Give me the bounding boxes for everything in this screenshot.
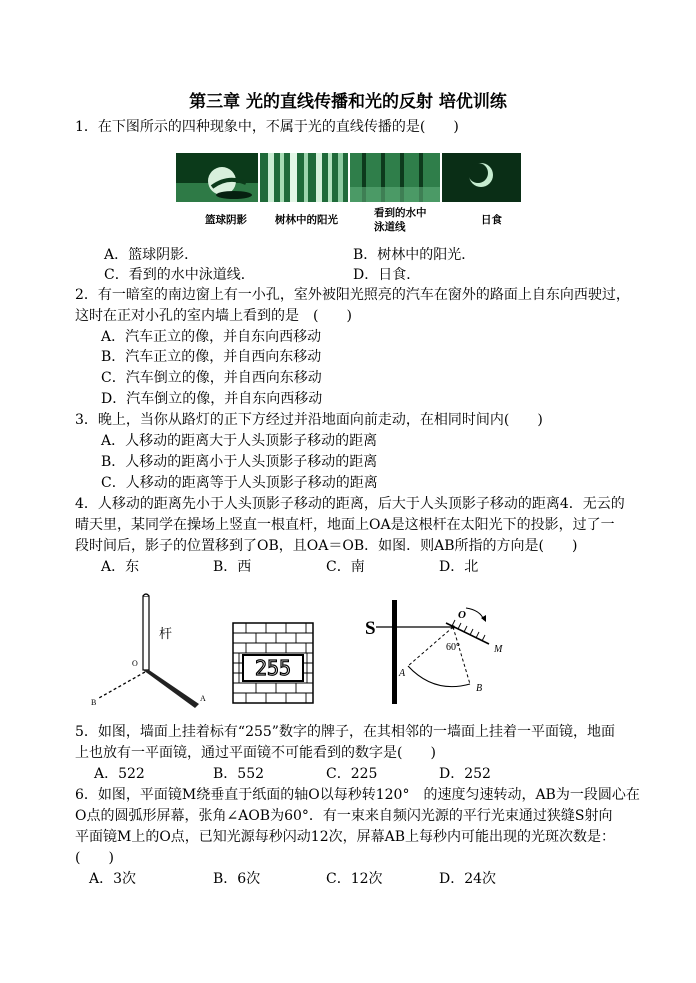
q4-option-a: A．东 xyxy=(101,559,140,575)
q3-option-b: B．人移动的距离小于人头顶影子移动的距离 xyxy=(101,454,378,470)
q2-stem-line1: 2．有一暗室的南边窗上有一小孔，室外被阳光照亮的汽车在窗外的路面上自东向西驶过， xyxy=(75,287,630,303)
q2-option-a: A．汽车正立的像，并自东向西移动 xyxy=(101,329,322,345)
q5-option-c: C．225 xyxy=(326,766,378,782)
q5-option-d: D．252 xyxy=(439,766,491,782)
q1-photo-strip xyxy=(176,153,521,202)
rod-shape xyxy=(143,596,149,670)
q6-option-a: A．3次 xyxy=(89,871,137,887)
q4-line2: 晴天里，某同学在操场上竖直一根直杆，地面上OA是这根杆在太阳光下的投影，过了一 xyxy=(75,517,615,533)
q6-option-b: B．6次 xyxy=(213,871,261,887)
rotating-mirror-figure xyxy=(362,598,522,708)
point-b-label: B xyxy=(476,683,483,694)
point-b-label: B xyxy=(91,698,97,707)
q6-line2: O点的圆弧形屏幕，张角∠AOB为60°．有一束来自频闪光源的平行光束通过狭缝S射向 xyxy=(75,808,613,824)
q6-option-d: D．24次 xyxy=(439,871,497,887)
shadow-ob xyxy=(99,672,145,698)
radius-ob xyxy=(453,627,470,684)
caption-pool-1: 看到的水中 xyxy=(374,207,427,219)
arc-screen-ab xyxy=(408,666,470,687)
q2-stem-line2: 这时在正对小孔的室内墙上看到的是 ( ) xyxy=(75,308,352,324)
q1-stem: 1．在下图所示的四种现象中，不属于光的直线传播的是( ) xyxy=(75,119,459,135)
q4-option-b: B．西 xyxy=(213,559,252,575)
q5-option-b: B．552 xyxy=(213,766,265,782)
q4-line1: 4．人移动的距离先小于人头顶影子移动的距离，后大于人头顶影子移动的距离4．无云的 xyxy=(75,496,625,512)
slit-barrier xyxy=(392,600,397,704)
caption-basketball: 篮球阴影 xyxy=(205,214,247,226)
q1-option-c: C．看到的水中泳道线． xyxy=(104,267,255,283)
rod-shadow-figure xyxy=(85,588,220,713)
caption-forest: 树林中的阳光 xyxy=(275,214,338,226)
rod-label: 杆 xyxy=(159,626,173,641)
q4-option-d: D．北 xyxy=(439,559,479,575)
angle-label: 60° xyxy=(446,642,460,653)
solar-eclipse-photo xyxy=(442,153,521,202)
q4-option-c: C．南 xyxy=(326,559,365,575)
q3-option-c: C．人移动的距离等于人头顶影子移动的距离 xyxy=(101,475,378,491)
q2-option-d: D．汽车倒立的像，并自东向西移动 xyxy=(101,391,323,407)
q1-option-b: B．树林中的阳光． xyxy=(353,247,476,263)
q5-line2: 上也放有一平面镜，通过平面镜不可能看到的数字是( ) xyxy=(75,745,436,761)
q1-option-d: D．日食． xyxy=(353,267,421,283)
brick-wall-figure xyxy=(232,622,314,704)
q5-line1: 5．如图，墙面上挂着标有“255”数字的牌子，在其相邻的一墙面上挂着一平面镜，地面 xyxy=(75,724,615,740)
q6-line4: ( ) xyxy=(75,850,114,866)
q6-line3: 平面镜M上的O点，已知光源每秒闪动12次，屏幕AB上每秒内可能出现的光斑次数是： xyxy=(75,829,616,845)
point-o-label: O xyxy=(458,609,466,621)
q6-option-c: C．12次 xyxy=(326,871,383,887)
q5-option-a: A．522 xyxy=(94,766,145,782)
q2-option-c: C．汽车倒立的像，并自西向东移动 xyxy=(101,370,322,386)
q1-option-a: A．篮球阴影． xyxy=(104,247,199,263)
q2-option-b: B．汽车正立的像，并自西向东移动 xyxy=(101,349,322,365)
q4-line3: 段时间后，影子的位置移到了OB，且OA＝OB．如图．则AB所指的方向是( ) xyxy=(75,538,578,554)
q3-stem: 3．晚上，当你从路灯的正下方经过并沿地面向前走动，在相同时间内( ) xyxy=(75,412,543,428)
point-a-label: A xyxy=(399,668,406,679)
basketball-shadow-photo xyxy=(176,153,258,202)
sign-number: 255 xyxy=(254,656,292,680)
caption-pool-2: 泳道线 xyxy=(374,221,406,233)
pool-lanes-photo xyxy=(350,153,440,202)
page-title: 第三章 光的直线传播和光的反射 培优训练 xyxy=(189,92,507,112)
point-o-label: O xyxy=(132,659,138,668)
forest-sunlight-photo xyxy=(260,153,348,202)
shadow-oa xyxy=(143,670,199,708)
mirror-m-label: M xyxy=(494,644,503,655)
slit-s-label: S xyxy=(365,618,376,639)
point-a-label: A xyxy=(200,694,206,703)
caption-eclipse: 日食 xyxy=(481,214,502,226)
q3-option-a: A．人移动的距离大于人头顶影子移动的距离 xyxy=(101,433,378,449)
q6-line1: 6．如图，平面镜M绕垂直于纸面的轴O以每秒转120° 的速度匀速转动，AB为一段圆心在 xyxy=(75,787,640,803)
